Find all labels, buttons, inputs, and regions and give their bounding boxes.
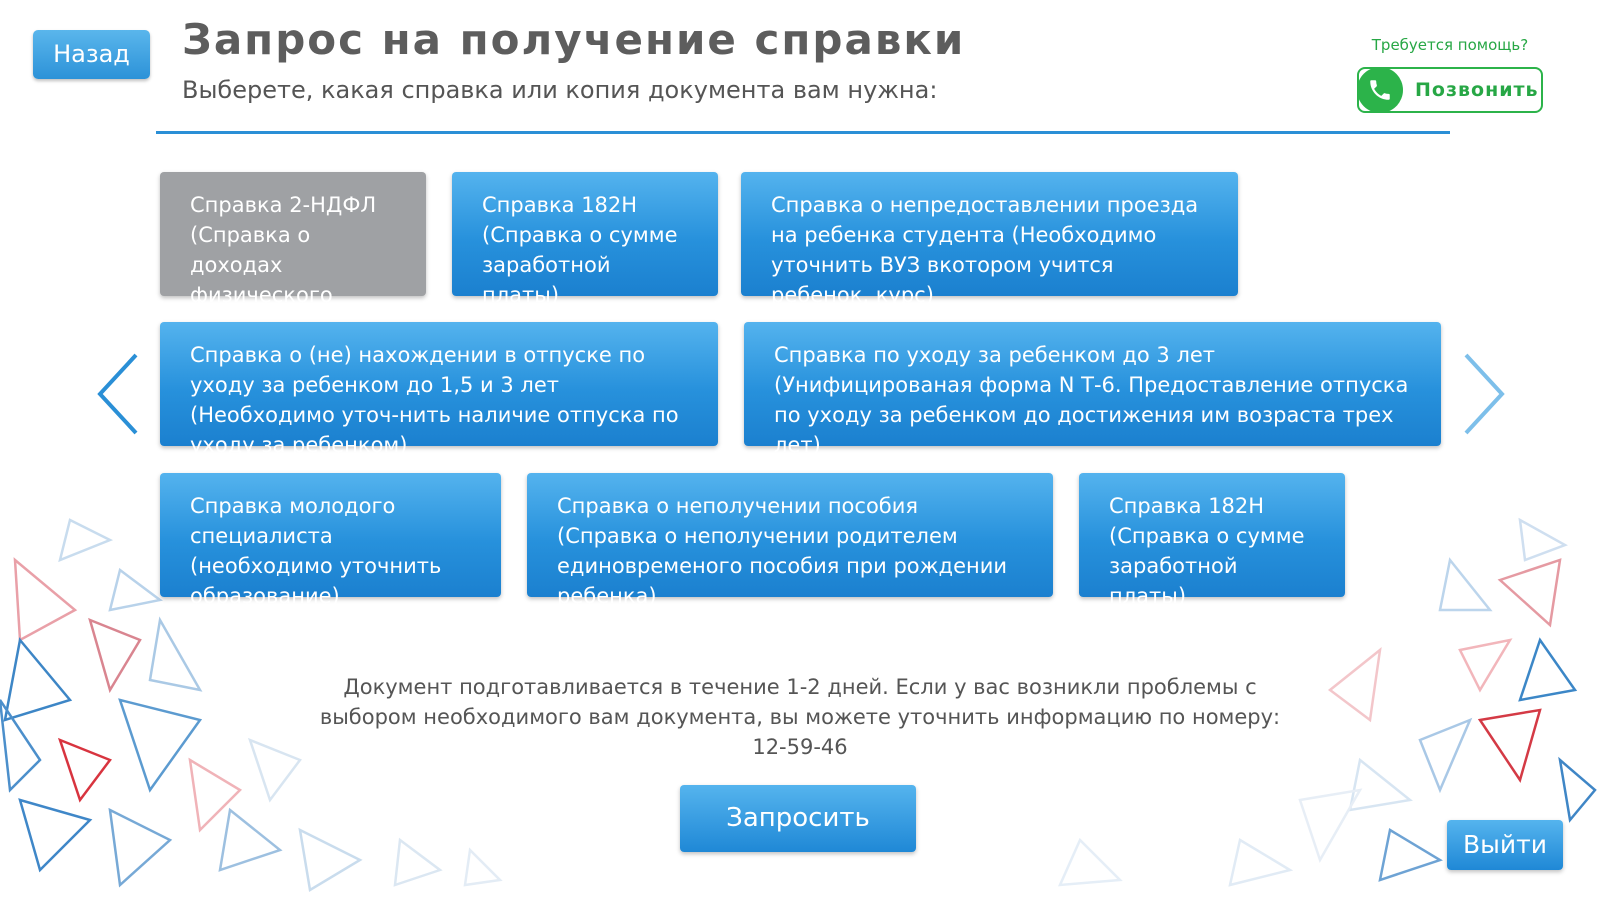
chevron-right-icon[interactable]: [1462, 352, 1506, 436]
exit-button[interactable]: Выйти: [1447, 820, 1563, 870]
info-note: Документ подготавливается в течение 1-2 дней. Если у вас возникли проблемы с выбором необходимого вам документа, вы можете уточнить информацию по номеру: 12-59-46: [319, 675, 1281, 759]
card-benefit-not-received[interactable]: Справка о неполучении пособия (Справка о неполучении родителем единовременого пособия при рождении ребенка): [527, 473, 1053, 597]
back-button[interactable]: Назад: [33, 30, 150, 79]
card-182n-second[interactable]: Справка 182Н (Справка о сумме заработной платы): [1079, 473, 1345, 597]
call-button[interactable]: [1357, 67, 1543, 113]
card-young-specialist[interactable]: Справка молодого специалиста (необходимо уточнить образование): [160, 473, 501, 597]
page-subtitle: Выберете, какая справка или копия документа вам нужна:: [182, 76, 938, 104]
card-student-travel[interactable]: Справка о непредоставлении проезда на ребенка студента (Необходимо уточнить ВУЗ вкотором учится ребенок, курс): [741, 172, 1238, 296]
header-divider: [156, 131, 1450, 134]
help-question: Требуется помощь?: [1371, 36, 1529, 54]
card-child-care-t6[interactable]: Справка по уходу за ребенком до 3 лет (Унифицированая форма N Т-6. Предоставление отпуска по уходу за ребенком до достижения им возраста трех лет): [744, 322, 1441, 446]
phone-icon: [1357, 67, 1403, 113]
chevron-left-icon[interactable]: [96, 352, 140, 436]
request-button[interactable]: Запросить: [680, 785, 916, 852]
card-182n[interactable]: Справка 182Н (Справка о сумме заработной платы): [452, 172, 718, 296]
page-title: Запрос на получение справки: [182, 15, 966, 64]
card-parental-leave-status[interactable]: Справка о (не) нахождении в отпуске по уходу за ребенком до 1,5 и 3 лет (Необходимо уточ-нить наличие отпуска по уходу за ребенком): [160, 322, 718, 446]
call-button-label: Позвонить: [1415, 79, 1539, 101]
card-2ndfl[interactable]: Справка 2-НДФЛ (Справка о доходах физического: [160, 172, 426, 296]
